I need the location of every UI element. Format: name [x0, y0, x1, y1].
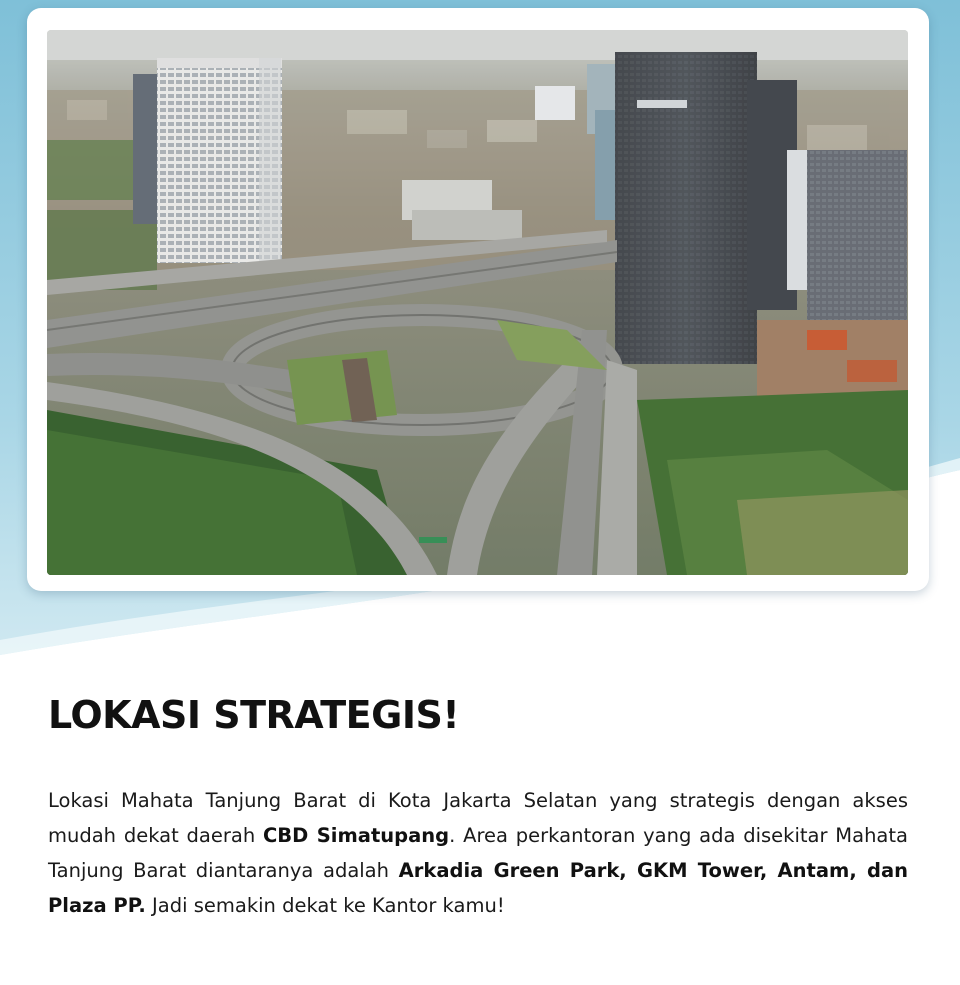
bold-cbd-simatupang: CBD Simatupang [263, 824, 450, 847]
paragraph-segment: Lokasi Mahata Tanjung Barat di Kota Jakarta Selatan yang strategis dengan akses mudah dekat daerah [48, 789, 908, 847]
photo-card [27, 8, 929, 591]
section-paragraph [48, 783, 908, 923]
bold-office-list: Arkadia Green Park, GKM Tower, Antam, dan Plaza PP. [48, 859, 908, 917]
paragraph-segment: . Area perkantoran yang ada disekitar Mahata Tanjung Barat diantaranya adalah [48, 824, 908, 882]
section-heading: LOKASI STRATEGIS! [48, 693, 460, 737]
paragraph-segment: Jadi semakin dekat ke Kantor kamu! [145, 894, 505, 917]
aerial-city-photo [47, 30, 908, 575]
